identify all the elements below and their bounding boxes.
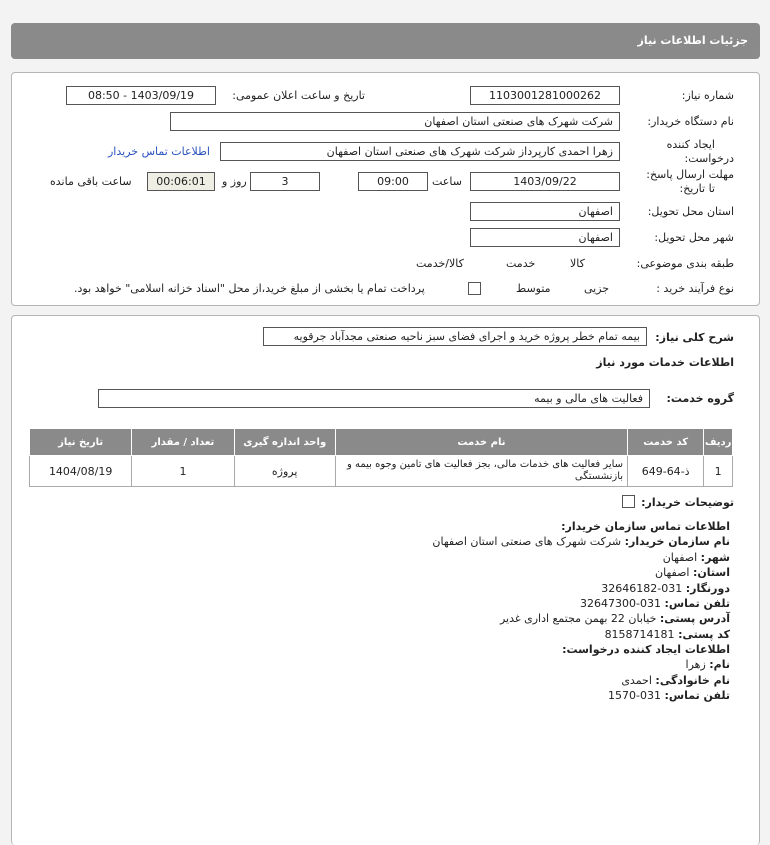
announce-label: تاریخ و ساعت اعلان عمومی: bbox=[232, 89, 365, 102]
city-label: شهر محل تحویل: bbox=[654, 231, 734, 244]
col-qty-header: تعداد / مقدار bbox=[132, 429, 234, 456]
process-label: نوع فرآیند خرید : bbox=[656, 282, 734, 295]
page-title: جزئیات اطلاعات نیاز bbox=[637, 34, 748, 47]
time-label: ساعت bbox=[432, 175, 462, 188]
category-label: طبقه بندی موضوعی: bbox=[636, 257, 734, 270]
deadline-label-2: تا تاریخ: bbox=[679, 182, 715, 195]
creator-label-1: ایجاد کننده bbox=[666, 138, 715, 151]
contact-phone: تلفن تماس: 031-32647300 bbox=[580, 597, 730, 610]
contact-province: استان: اصفهان bbox=[655, 566, 730, 579]
row-unit: پروژه bbox=[234, 456, 335, 487]
creator-name: نام: زهرا bbox=[685, 658, 730, 671]
buyer-org-field: شرکت شهرک های صنعتی استان اصفهان bbox=[170, 112, 620, 131]
table-header-row bbox=[30, 429, 733, 456]
city-field: اصفهان bbox=[470, 228, 620, 247]
process-medium-label: متوسط bbox=[516, 282, 551, 295]
province-field: اصفهان bbox=[470, 202, 620, 221]
need-number-label: شماره نیاز: bbox=[681, 89, 734, 102]
announce-field: 1403/09/19 - 08:50 bbox=[66, 86, 216, 105]
deadline-label-1: مهلت ارسال پاسخ: bbox=[646, 168, 734, 181]
summary-label: شرح کلی نیاز: bbox=[655, 331, 734, 344]
buyer-contact-link[interactable]: اطلاعات تماس خریدار bbox=[108, 145, 210, 158]
contact-postal: کد پستی: 8158714181 bbox=[604, 628, 730, 641]
deadline-time-field: 09:00 bbox=[358, 172, 428, 191]
services-title: اطلاعات خدمات مورد نیاز bbox=[596, 356, 734, 369]
buyer-org-label: نام دستگاه خریدار: bbox=[647, 115, 734, 128]
days-field: 3 bbox=[250, 172, 320, 191]
days-label: روز و bbox=[222, 175, 247, 188]
creator-phone: تلفن تماس: 031-1570 bbox=[608, 689, 730, 702]
category-service-label: خدمت bbox=[506, 257, 536, 270]
province-label: استان محل تحویل: bbox=[647, 205, 734, 218]
row-name: سایر فعالیت های خدمات مالی، بجز فعالیت های تامین وجوه بیمه و بازنشستگی bbox=[335, 456, 627, 487]
buyer-notes-checkbox[interactable] bbox=[622, 495, 635, 508]
remaining-label: ساعت باقی مانده bbox=[50, 175, 132, 188]
row-date: 1404/08/19 bbox=[30, 456, 132, 487]
row-qty: 1 bbox=[132, 456, 234, 487]
page-header bbox=[11, 23, 760, 59]
service-group-label: گروه خدمت: bbox=[666, 392, 734, 405]
contact-fax: دورنگار: 031-32646182 bbox=[601, 582, 730, 595]
need-number-field: 1103001281000262 bbox=[470, 86, 620, 105]
summary-field: بیمه تمام خطر پروژه خرید و اجرای فضای سبز ناحیه صنعتی مجدآباد جرقویه bbox=[263, 327, 647, 346]
service-group-field: فعالیت های مالی و بیمه bbox=[98, 389, 650, 408]
category-goods-label: کالا bbox=[570, 257, 585, 270]
col-name-header: نام خدمت bbox=[335, 429, 627, 456]
deadline-date-field: 1403/09/22 bbox=[470, 172, 620, 191]
process-minor-label: جزیی bbox=[584, 282, 610, 295]
creator-label-2: درخواست: bbox=[684, 152, 734, 165]
col-date-header: تاریخ نیاز bbox=[30, 429, 132, 456]
row-code: ذ-64-649 bbox=[628, 456, 704, 487]
contact-city: شهر: اصفهان bbox=[662, 551, 730, 564]
category-both-label: کالا/خدمت bbox=[416, 257, 464, 270]
creator-info-title: اطلاعات ایجاد کننده درخواست: bbox=[562, 643, 730, 656]
row-index: 1 bbox=[704, 456, 733, 487]
contact-address: آدرس پستی: خیابان 22 بهمن مجتمع اداری غدیر bbox=[499, 612, 730, 625]
buyer-notes-label: توضیحات خریدار: bbox=[641, 496, 734, 509]
col-unit-header: واحد اندازه گیری bbox=[234, 429, 335, 456]
table-row bbox=[30, 456, 733, 487]
creator-field: زهرا احمدی کارپرداز شرکت شهرک های صنعتی استان اصفهان bbox=[220, 142, 620, 161]
creator-family: نام خانوادگی: احمدی bbox=[621, 674, 730, 687]
contact-title: اطلاعات تماس سازمان خریدار: bbox=[561, 520, 730, 533]
treasury-checkbox[interactable] bbox=[468, 282, 481, 295]
contact-org: نام سازمان خریدار: شرکت شهرک های صنعتی استان اصفهان bbox=[432, 535, 730, 548]
col-code-header: کد خدمت bbox=[628, 429, 704, 456]
services-table bbox=[29, 428, 733, 487]
payment-text: پرداخت تمام یا بخشی از مبلغ خرید،از محل "اسناد خزانه اسلامی" خواهد بود. bbox=[74, 282, 425, 295]
remaining-field: 00:06:01 bbox=[147, 172, 215, 191]
col-index-header: ردیف bbox=[704, 429, 733, 456]
